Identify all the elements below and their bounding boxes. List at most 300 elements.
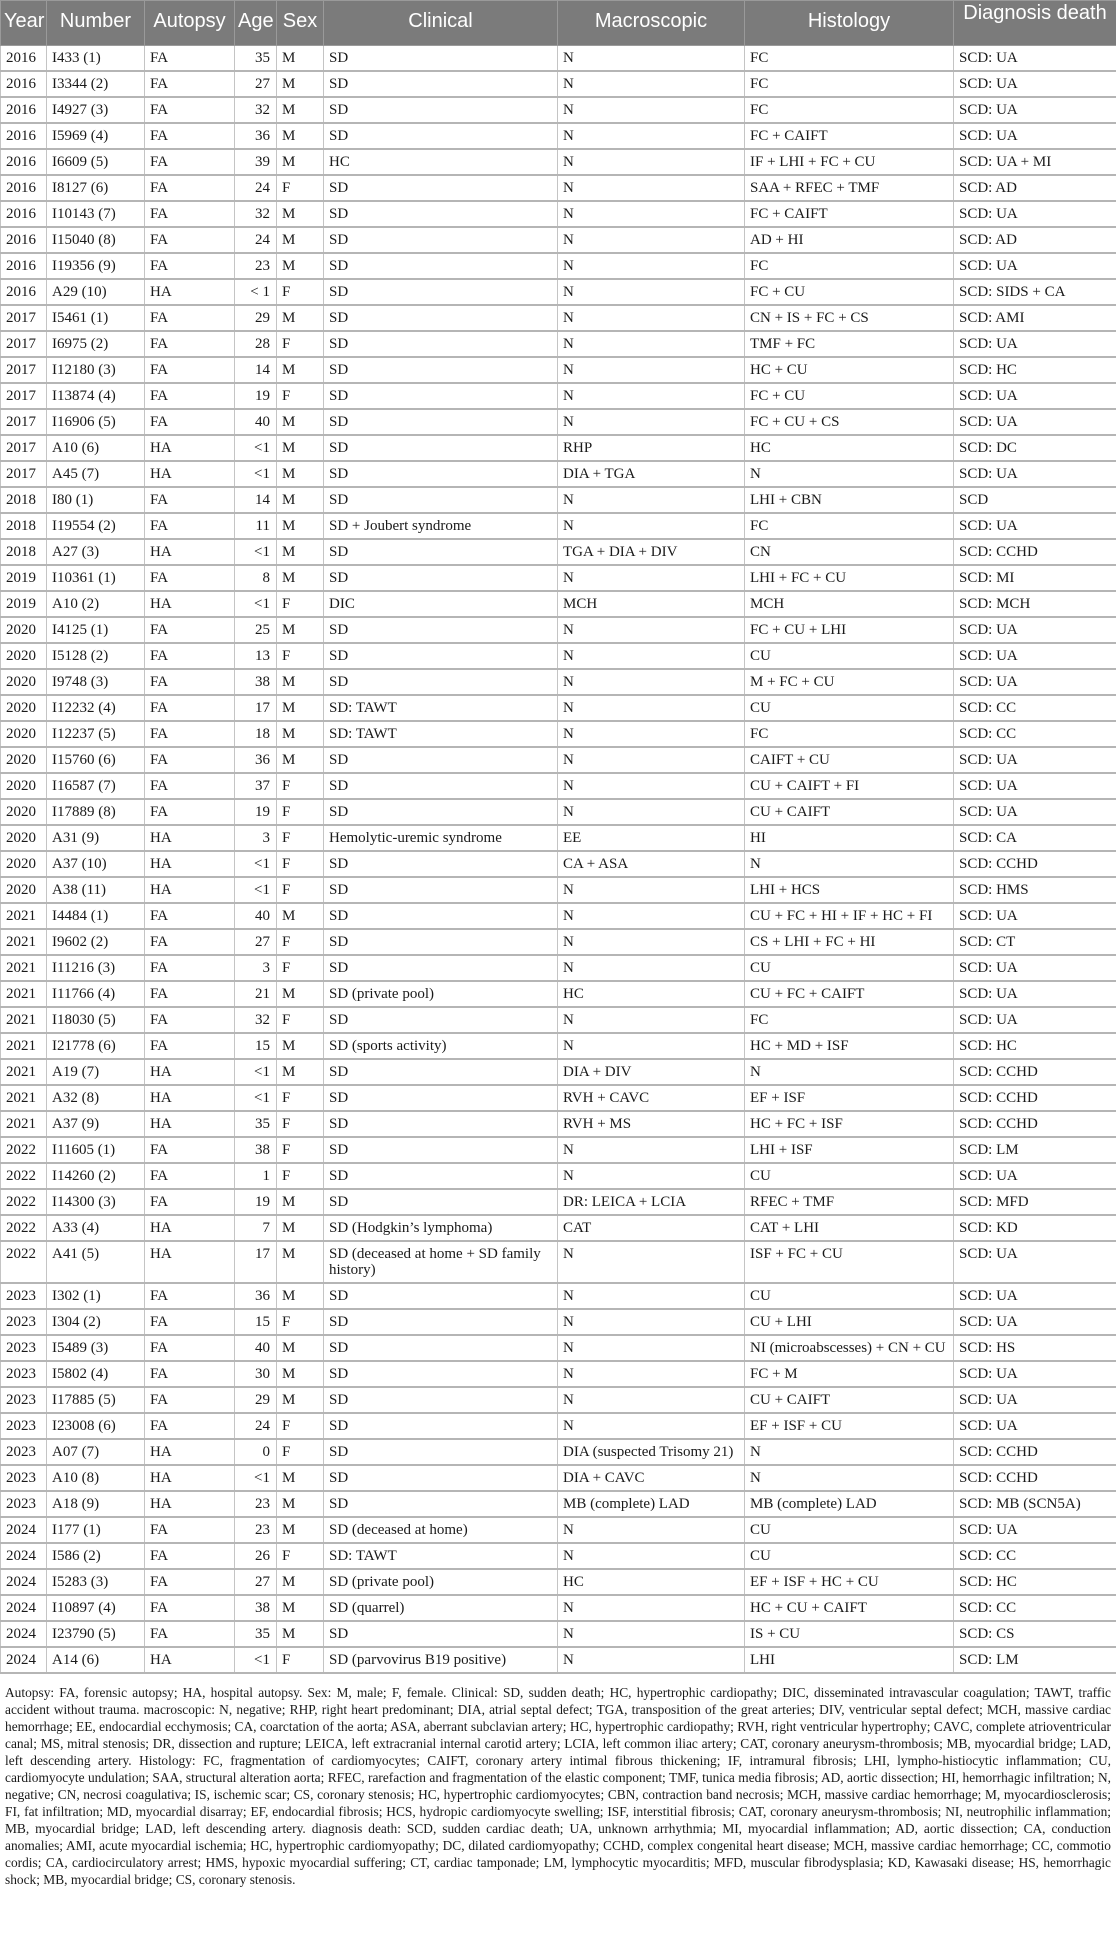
table-row bbox=[1, 1413, 1116, 1439]
table-row bbox=[1, 1241, 1116, 1283]
cell-clinical: SD (deceased at home + SD family history) bbox=[324, 1241, 558, 1283]
cell-sex: M bbox=[277, 435, 324, 461]
cell-age: 27 bbox=[235, 1569, 277, 1595]
table-row bbox=[1, 1439, 1116, 1465]
cell-autopsy: FA bbox=[145, 513, 235, 539]
cell-macroscopic: DIA + DIV bbox=[558, 1059, 745, 1085]
cell-autopsy: FA bbox=[145, 929, 235, 955]
cell-year: 2023 bbox=[1, 1283, 47, 1309]
table-row bbox=[1, 46, 1116, 72]
cell-macroscopic: N bbox=[558, 149, 745, 175]
cell-histology: EF + ISF + HC + CU bbox=[745, 1569, 954, 1595]
cell-sex: M bbox=[277, 1283, 324, 1309]
cell-histology: HC + CU bbox=[745, 357, 954, 383]
cell-age: 29 bbox=[235, 1387, 277, 1413]
cell-year: 2017 bbox=[1, 383, 47, 409]
cell-year: 2016 bbox=[1, 46, 47, 72]
table-row bbox=[1, 253, 1116, 279]
cell-histology: CU bbox=[745, 1517, 954, 1543]
cell-autopsy: FA bbox=[145, 1517, 235, 1543]
cell-macroscopic: MB (complete) LAD bbox=[558, 1491, 745, 1517]
cell-macroscopic: N bbox=[558, 773, 745, 799]
cell-diagnosis: SCD: CCHD bbox=[954, 539, 1116, 565]
cell-macroscopic: N bbox=[558, 669, 745, 695]
cell-autopsy: FA bbox=[145, 487, 235, 513]
cell-diagnosis: SCD: HC bbox=[954, 357, 1116, 383]
cell-year: 2024 bbox=[1, 1595, 47, 1621]
cell-age: 3 bbox=[235, 955, 277, 981]
cell-clinical: SD bbox=[324, 929, 558, 955]
cell-autopsy: FA bbox=[145, 799, 235, 825]
cell-number: I13874 (4) bbox=[47, 383, 145, 409]
cell-autopsy: HA bbox=[145, 1215, 235, 1241]
cell-autopsy: HA bbox=[145, 877, 235, 903]
cell-sex: M bbox=[277, 253, 324, 279]
cell-histology: CU + LHI bbox=[745, 1309, 954, 1335]
cell-age: <1 bbox=[235, 877, 277, 903]
cell-autopsy: FA bbox=[145, 1309, 235, 1335]
cell-macroscopic: N bbox=[558, 279, 745, 305]
cell-number: I8127 (6) bbox=[47, 175, 145, 201]
cell-autopsy: FA bbox=[145, 1413, 235, 1439]
cell-autopsy: FA bbox=[145, 1335, 235, 1361]
cell-autopsy: FA bbox=[145, 201, 235, 227]
cell-diagnosis: SCD: UA bbox=[954, 1283, 1116, 1309]
cell-clinical: SD bbox=[324, 1059, 558, 1085]
cell-histology: LHI + FC + CU bbox=[745, 565, 954, 591]
table-row bbox=[1, 903, 1116, 929]
cell-autopsy: FA bbox=[145, 1163, 235, 1189]
cell-age: 17 bbox=[235, 695, 277, 721]
cell-autopsy: FA bbox=[145, 1543, 235, 1569]
table-row bbox=[1, 1309, 1116, 1335]
cell-clinical: SD bbox=[324, 487, 558, 513]
cell-age: 38 bbox=[235, 669, 277, 695]
cell-clinical: SD bbox=[324, 1387, 558, 1413]
table-row bbox=[1, 1543, 1116, 1569]
cell-number: A45 (7) bbox=[47, 461, 145, 487]
cell-diagnosis: SCD: MCH bbox=[954, 591, 1116, 617]
cell-macroscopic: N bbox=[558, 1595, 745, 1621]
table-row bbox=[1, 721, 1116, 747]
cell-year: 2019 bbox=[1, 565, 47, 591]
cell-year: 2017 bbox=[1, 435, 47, 461]
cell-clinical: SD bbox=[324, 643, 558, 669]
table-row bbox=[1, 461, 1116, 487]
table-row bbox=[1, 981, 1116, 1007]
cell-macroscopic: N bbox=[558, 409, 745, 435]
cell-number: I18030 (5) bbox=[47, 1007, 145, 1033]
cell-number: I6609 (5) bbox=[47, 149, 145, 175]
cell-clinical: SD bbox=[324, 1465, 558, 1491]
cell-number: I10897 (4) bbox=[47, 1595, 145, 1621]
cell-histology: CU + CAIFT bbox=[745, 1387, 954, 1413]
cell-clinical: SD (parvovirus B19 positive) bbox=[324, 1647, 558, 1673]
table-row bbox=[1, 1283, 1116, 1309]
cell-number: A41 (5) bbox=[47, 1241, 145, 1283]
cell-number: I9748 (3) bbox=[47, 669, 145, 695]
cell-diagnosis: SCD: CC bbox=[954, 695, 1116, 721]
cell-autopsy: HA bbox=[145, 851, 235, 877]
cell-histology: CU bbox=[745, 1543, 954, 1569]
cell-age: 37 bbox=[235, 773, 277, 799]
cell-clinical: SD bbox=[324, 851, 558, 877]
cell-histology: CN bbox=[745, 539, 954, 565]
cell-sex: M bbox=[277, 539, 324, 565]
cell-sex: M bbox=[277, 1491, 324, 1517]
cell-diagnosis: SCD: AD bbox=[954, 175, 1116, 201]
cell-histology: MB (complete) LAD bbox=[745, 1491, 954, 1517]
cell-autopsy: FA bbox=[145, 253, 235, 279]
cell-sex: M bbox=[277, 1033, 324, 1059]
cell-age: 32 bbox=[235, 201, 277, 227]
cell-histology: N bbox=[745, 1465, 954, 1491]
cell-sex: M bbox=[277, 1189, 324, 1215]
cell-diagnosis: SCD: AD bbox=[954, 227, 1116, 253]
cell-age: 19 bbox=[235, 1189, 277, 1215]
table-row bbox=[1, 149, 1116, 175]
cell-number: I17889 (8) bbox=[47, 799, 145, 825]
cell-macroscopic: HC bbox=[558, 981, 745, 1007]
cell-diagnosis: SCD: UA bbox=[954, 1309, 1116, 1335]
cell-clinical: SD: TAWT bbox=[324, 721, 558, 747]
cell-histology: N bbox=[745, 851, 954, 877]
table-row bbox=[1, 201, 1116, 227]
cell-age: 30 bbox=[235, 1361, 277, 1387]
cell-age: 0 bbox=[235, 1439, 277, 1465]
cell-macroscopic: DIA (suspected Trisomy 21) bbox=[558, 1439, 745, 1465]
cell-autopsy: FA bbox=[145, 955, 235, 981]
cell-macroscopic: N bbox=[558, 1283, 745, 1309]
table-row bbox=[1, 669, 1116, 695]
cell-age: 19 bbox=[235, 383, 277, 409]
cell-macroscopic: N bbox=[558, 617, 745, 643]
table-row bbox=[1, 1215, 1116, 1241]
cell-sex: M bbox=[277, 747, 324, 773]
cell-macroscopic: N bbox=[558, 799, 745, 825]
cell-diagnosis: SCD: DC bbox=[954, 435, 1116, 461]
cell-year: 2016 bbox=[1, 253, 47, 279]
cell-clinical: SD bbox=[324, 877, 558, 903]
col-header-age: Age bbox=[235, 1, 277, 46]
cell-clinical: SD bbox=[324, 773, 558, 799]
cell-diagnosis: SCD: UA bbox=[954, 513, 1116, 539]
cell-number: I5461 (1) bbox=[47, 305, 145, 331]
table-row bbox=[1, 1361, 1116, 1387]
table-row bbox=[1, 1465, 1116, 1491]
cell-age: 35 bbox=[235, 1111, 277, 1137]
table-row bbox=[1, 1189, 1116, 1215]
cell-age: 13 bbox=[235, 643, 277, 669]
cell-macroscopic: N bbox=[558, 305, 745, 331]
table-body bbox=[1, 46, 1116, 1674]
cell-autopsy: HA bbox=[145, 1647, 235, 1673]
table-row bbox=[1, 643, 1116, 669]
cell-diagnosis: SCD: CCHD bbox=[954, 1085, 1116, 1111]
cell-sex: M bbox=[277, 1387, 324, 1413]
cell-number: I4125 (1) bbox=[47, 617, 145, 643]
cell-diagnosis: SCD: AMI bbox=[954, 305, 1116, 331]
cell-macroscopic: N bbox=[558, 929, 745, 955]
cell-macroscopic: CAT bbox=[558, 1215, 745, 1241]
cell-autopsy: FA bbox=[145, 903, 235, 929]
cell-number: I15760 (6) bbox=[47, 747, 145, 773]
cell-sex: M bbox=[277, 981, 324, 1007]
cell-autopsy: HA bbox=[145, 1491, 235, 1517]
cell-age: 24 bbox=[235, 227, 277, 253]
cell-sex: M bbox=[277, 227, 324, 253]
cell-clinical: SD bbox=[324, 227, 558, 253]
cell-sex: M bbox=[277, 565, 324, 591]
cell-histology: IS + CU bbox=[745, 1621, 954, 1647]
table-row bbox=[1, 773, 1116, 799]
cell-number: A10 (6) bbox=[47, 435, 145, 461]
cell-sex: M bbox=[277, 46, 324, 72]
cell-autopsy: FA bbox=[145, 643, 235, 669]
cell-autopsy: FA bbox=[145, 1569, 235, 1595]
cell-sex: F bbox=[277, 773, 324, 799]
cell-macroscopic: N bbox=[558, 1647, 745, 1673]
cell-autopsy: FA bbox=[145, 97, 235, 123]
cell-clinical: SD bbox=[324, 383, 558, 409]
table-row bbox=[1, 435, 1116, 461]
cell-age: 19 bbox=[235, 799, 277, 825]
cell-sex: M bbox=[277, 695, 324, 721]
cell-clinical: SD bbox=[324, 279, 558, 305]
col-header-sex: Sex bbox=[277, 1, 324, 46]
table-row bbox=[1, 357, 1116, 383]
cell-sex: F bbox=[277, 1543, 324, 1569]
cell-number: I5489 (3) bbox=[47, 1335, 145, 1361]
cell-macroscopic: N bbox=[558, 1335, 745, 1361]
cell-clinical: SD bbox=[324, 1335, 558, 1361]
cell-age: 35 bbox=[235, 46, 277, 72]
cell-clinical: SD bbox=[324, 1439, 558, 1465]
cell-clinical: SD bbox=[324, 1163, 558, 1189]
cell-clinical: SD bbox=[324, 955, 558, 981]
table-row bbox=[1, 1621, 1116, 1647]
cell-year: 2016 bbox=[1, 227, 47, 253]
cell-diagnosis: SCD: UA bbox=[954, 1387, 1116, 1413]
cell-year: 2022 bbox=[1, 1215, 47, 1241]
cell-diagnosis: SCD: HMS bbox=[954, 877, 1116, 903]
cell-diagnosis: SCD: UA bbox=[954, 123, 1116, 149]
cell-diagnosis: SCD: CT bbox=[954, 929, 1116, 955]
cell-year: 2016 bbox=[1, 97, 47, 123]
cell-number: I10143 (7) bbox=[47, 201, 145, 227]
cell-year: 2016 bbox=[1, 201, 47, 227]
cell-clinical: SD bbox=[324, 201, 558, 227]
table-row bbox=[1, 851, 1116, 877]
cell-autopsy: HA bbox=[145, 1059, 235, 1085]
cell-histology: CU bbox=[745, 1283, 954, 1309]
cell-autopsy: FA bbox=[145, 149, 235, 175]
cell-year: 2022 bbox=[1, 1137, 47, 1163]
cell-number: A38 (11) bbox=[47, 877, 145, 903]
cell-histology: FC bbox=[745, 1007, 954, 1033]
table-row bbox=[1, 929, 1116, 955]
table-row bbox=[1, 1163, 1116, 1189]
cell-sex: F bbox=[277, 1413, 324, 1439]
cell-macroscopic: RHP bbox=[558, 435, 745, 461]
cell-autopsy: HA bbox=[145, 1111, 235, 1137]
cell-autopsy: FA bbox=[145, 1621, 235, 1647]
cell-year: 2020 bbox=[1, 643, 47, 669]
cell-year: 2020 bbox=[1, 773, 47, 799]
cell-year: 2022 bbox=[1, 1189, 47, 1215]
cell-macroscopic: N bbox=[558, 1163, 745, 1189]
cell-diagnosis: SCD: CCHD bbox=[954, 851, 1116, 877]
cell-age: 26 bbox=[235, 1543, 277, 1569]
cell-clinical: DIC bbox=[324, 591, 558, 617]
cell-autopsy: FA bbox=[145, 71, 235, 97]
cell-histology: HI bbox=[745, 825, 954, 851]
cell-year: 2020 bbox=[1, 669, 47, 695]
cell-macroscopic: N bbox=[558, 955, 745, 981]
cell-age: 17 bbox=[235, 1241, 277, 1283]
cell-clinical: SD: TAWT bbox=[324, 695, 558, 721]
table-row bbox=[1, 123, 1116, 149]
cell-clinical: SD (private pool) bbox=[324, 1569, 558, 1595]
cell-macroscopic: N bbox=[558, 331, 745, 357]
cell-histology: FC bbox=[745, 97, 954, 123]
cell-age: 27 bbox=[235, 71, 277, 97]
cell-macroscopic: N bbox=[558, 565, 745, 591]
cell-autopsy: FA bbox=[145, 695, 235, 721]
cell-clinical: SD bbox=[324, 669, 558, 695]
cell-autopsy: FA bbox=[145, 981, 235, 1007]
cell-clinical: SD (sports activity) bbox=[324, 1033, 558, 1059]
cell-year: 2021 bbox=[1, 929, 47, 955]
cell-sex: F bbox=[277, 1111, 324, 1137]
cell-macroscopic: N bbox=[558, 1413, 745, 1439]
cell-sex: M bbox=[277, 71, 324, 97]
cell-age: < 1 bbox=[235, 279, 277, 305]
cell-sex: F bbox=[277, 1085, 324, 1111]
col-header-histology: Histology bbox=[745, 1, 954, 46]
cell-year: 2021 bbox=[1, 1111, 47, 1137]
cell-number: A19 (7) bbox=[47, 1059, 145, 1085]
table-row bbox=[1, 591, 1116, 617]
cell-macroscopic: N bbox=[558, 877, 745, 903]
cell-autopsy: HA bbox=[145, 591, 235, 617]
cell-sex: F bbox=[277, 279, 324, 305]
cell-year: 2019 bbox=[1, 591, 47, 617]
cell-diagnosis: SCD: UA bbox=[954, 1241, 1116, 1283]
cell-age: 3 bbox=[235, 825, 277, 851]
cell-histology: CU + FC + CAIFT bbox=[745, 981, 954, 1007]
cell-age: 36 bbox=[235, 747, 277, 773]
cell-macroscopic: TGA + DIA + DIV bbox=[558, 539, 745, 565]
cell-histology: SAA + RFEC + TMF bbox=[745, 175, 954, 201]
cell-diagnosis: SCD: HC bbox=[954, 1033, 1116, 1059]
cell-diagnosis: SCD: MI bbox=[954, 565, 1116, 591]
cell-diagnosis: SCD: HS bbox=[954, 1335, 1116, 1361]
cell-diagnosis: SCD: UA bbox=[954, 201, 1116, 227]
table-row bbox=[1, 97, 1116, 123]
cell-number: A32 (8) bbox=[47, 1085, 145, 1111]
cell-histology: CAT + LHI bbox=[745, 1215, 954, 1241]
cell-clinical: SD bbox=[324, 1283, 558, 1309]
cell-clinical: SD bbox=[324, 747, 558, 773]
cell-clinical: SD bbox=[324, 1361, 558, 1387]
cell-sex: F bbox=[277, 643, 324, 669]
cell-autopsy: FA bbox=[145, 1361, 235, 1387]
cell-histology: FC bbox=[745, 721, 954, 747]
cell-sex: M bbox=[277, 357, 324, 383]
cell-number: I5283 (3) bbox=[47, 1569, 145, 1595]
cell-autopsy: HA bbox=[145, 1465, 235, 1491]
cell-autopsy: HA bbox=[145, 1439, 235, 1465]
cell-histology: ISF + FC + CU bbox=[745, 1241, 954, 1283]
cell-clinical: SD bbox=[324, 435, 558, 461]
cell-age: 1 bbox=[235, 1163, 277, 1189]
cell-autopsy: HA bbox=[145, 1241, 235, 1283]
cell-autopsy: HA bbox=[145, 825, 235, 851]
cell-autopsy: FA bbox=[145, 1283, 235, 1309]
cell-histology: EF + ISF + CU bbox=[745, 1413, 954, 1439]
cell-year: 2020 bbox=[1, 695, 47, 721]
cell-year: 2023 bbox=[1, 1465, 47, 1491]
cell-age: 8 bbox=[235, 565, 277, 591]
cell-year: 2024 bbox=[1, 1543, 47, 1569]
cell-age: 36 bbox=[235, 1283, 277, 1309]
cell-clinical: SD bbox=[324, 617, 558, 643]
cell-diagnosis: SCD: UA bbox=[954, 409, 1116, 435]
cell-diagnosis: SCD: UA bbox=[954, 331, 1116, 357]
cell-number: I9602 (2) bbox=[47, 929, 145, 955]
cell-clinical: SD bbox=[324, 565, 558, 591]
table-row bbox=[1, 331, 1116, 357]
cell-number: A31 (9) bbox=[47, 825, 145, 851]
cell-macroscopic: N bbox=[558, 97, 745, 123]
cell-diagnosis: SCD: MFD bbox=[954, 1189, 1116, 1215]
cell-histology: TMF + FC bbox=[745, 331, 954, 357]
cell-macroscopic: N bbox=[558, 643, 745, 669]
cell-autopsy: FA bbox=[145, 565, 235, 591]
cell-year: 2024 bbox=[1, 1621, 47, 1647]
cell-histology: CU bbox=[745, 643, 954, 669]
cell-age: <1 bbox=[235, 461, 277, 487]
cell-autopsy: FA bbox=[145, 331, 235, 357]
cell-age: 7 bbox=[235, 1215, 277, 1241]
cell-year: 2021 bbox=[1, 955, 47, 981]
cell-number: I11605 (1) bbox=[47, 1137, 145, 1163]
cell-macroscopic: N bbox=[558, 227, 745, 253]
cell-sex: M bbox=[277, 487, 324, 513]
cell-year: 2023 bbox=[1, 1309, 47, 1335]
cell-age: 23 bbox=[235, 1491, 277, 1517]
cell-number: I3344 (2) bbox=[47, 71, 145, 97]
cell-macroscopic: N bbox=[558, 1137, 745, 1163]
cell-histology: FC + CAIFT bbox=[745, 123, 954, 149]
cell-age: 38 bbox=[235, 1137, 277, 1163]
cell-number: I177 (1) bbox=[47, 1517, 145, 1543]
cell-clinical: SD (private pool) bbox=[324, 981, 558, 1007]
cell-macroscopic: N bbox=[558, 747, 745, 773]
cell-histology: MCH bbox=[745, 591, 954, 617]
cell-histology: FC bbox=[745, 253, 954, 279]
cell-number: I19356 (9) bbox=[47, 253, 145, 279]
cell-autopsy: FA bbox=[145, 773, 235, 799]
col-header-year: Year bbox=[1, 1, 47, 46]
cell-histology: CU bbox=[745, 695, 954, 721]
cell-autopsy: HA bbox=[145, 1085, 235, 1111]
cell-sex: M bbox=[277, 617, 324, 643]
cell-clinical: SD bbox=[324, 799, 558, 825]
cell-year: 2023 bbox=[1, 1335, 47, 1361]
table-row bbox=[1, 955, 1116, 981]
